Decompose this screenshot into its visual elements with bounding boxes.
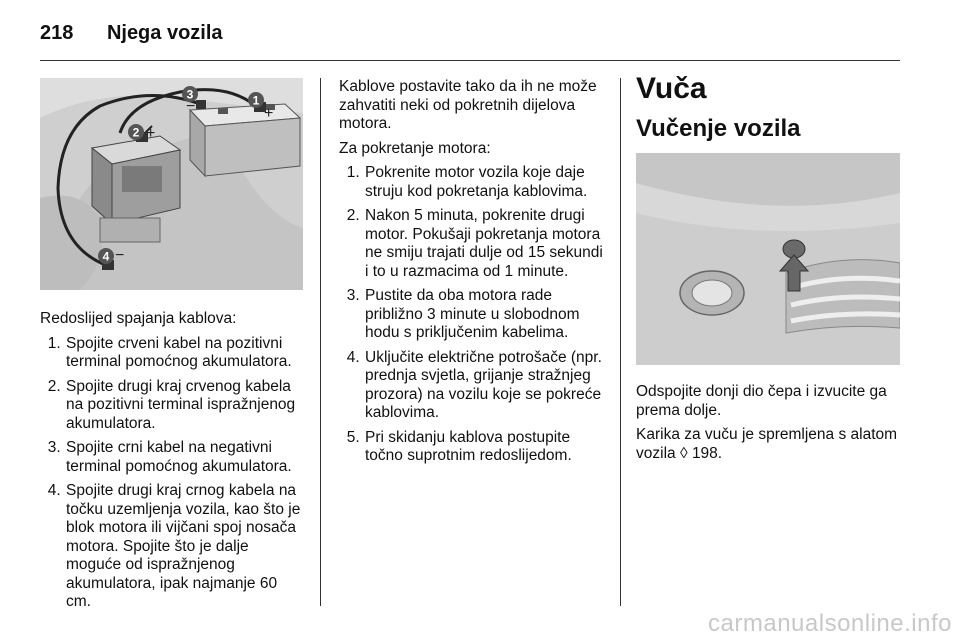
watermark: carmanualsonline.info <box>708 610 952 637</box>
section-title: Njega vozila <box>106 22 223 44</box>
tow-cap-instruction: Odspojite donji dio čepa i izvucite ga prema dolje. <box>636 383 887 419</box>
right-column <box>636 72 902 469</box>
svg-text:+: + <box>264 105 274 122</box>
connection-order-intro: Redoslijed spajanja kablova: <box>40 310 237 327</box>
engine-start-steps-list <box>339 164 607 466</box>
donor-battery-icon <box>190 104 300 176</box>
clamp-icon <box>196 100 206 109</box>
list-item: 1. Pokrenite motor vozila koje daje struju kod pokretanja kablovima. <box>364 164 607 201</box>
svg-text:−: − <box>186 98 196 115</box>
tow-eye-storage-note <box>636 426 902 463</box>
svg-text:3: 3 <box>186 87 194 102</box>
svg-text:+: + <box>146 125 156 142</box>
list-item: 4. Spojite drugi kraj crnog kabela na točku uzemljenja vozila, kao što je blok motora ili vijčani spoj nosača motora. Spojite što je dalje moguće od ispražnjenog akumulatora, ipak najmanje 60 cm. <box>65 482 306 612</box>
battery-illustration <box>40 78 303 290</box>
fog-lamp-icon <box>680 271 744 315</box>
page-number: 218 <box>40 22 74 44</box>
left-column <box>40 78 306 618</box>
list-item: 4. Uključite električne potrošače (npr. prednja svjetla, grijanje stražnjeg prozora) na vozilu koje se pokreće kablovima. <box>364 349 607 423</box>
battery-jump-start-figure <box>40 78 303 290</box>
header-rule <box>40 60 900 61</box>
list-item: 5. Pri skidanju kablova postupite točno suprotnim redoslijedom. <box>364 429 607 466</box>
page-header <box>40 22 223 45</box>
list-item: 2. Nakon 5 minuta, pokrenite drugi motor. Pokušaji pokretanja motora ne smiju trajati dulje od 15 sekundi i to u razmacima od 1 minute. <box>364 207 607 281</box>
column-divider-2 <box>620 78 621 606</box>
list-item: 3. Spojite crni kabel na negativni terminal pomoćnog akumulatora. <box>65 439 306 476</box>
triangle-reference-icon: ◊ <box>679 444 688 462</box>
column-divider-1 <box>320 78 321 606</box>
svg-text:1: 1 <box>252 93 260 108</box>
cable-placement-paragraph: Kablove postavite tako da ih ne može zahvatiti neki od pokretnih dijelova motora. <box>339 78 597 132</box>
page-reference-link[interactable]: 198. <box>691 444 723 462</box>
connection-steps-list <box>40 335 306 612</box>
towing-eye-figure <box>636 153 900 365</box>
bumper-illustration <box>636 153 900 365</box>
engine-start-intro: Za pokretanje motora: <box>339 139 491 157</box>
middle-column <box>339 78 607 472</box>
subsection-heading: Vučenje vozila <box>636 115 801 142</box>
list-item: 2. Spojite drugi kraj crvenog kabela na pozitivni terminal ispražnjenog akumulatora. <box>65 378 306 434</box>
list-item: 3. Pustite da oba motora rade približno 3 minute u slobodnom hodu s priključenim kabelima. <box>364 287 607 343</box>
tow-eye-storage-text: Karika za vuču je spremljena s alatom vozila <box>636 426 898 462</box>
list-item: 1. Spojite crveni kabel na pozitivni terminal pomoćnog akumulatora. <box>65 335 306 372</box>
svg-text:4: 4 <box>102 249 110 264</box>
svg-text:−: − <box>115 247 125 264</box>
section-heading: Vuča <box>636 72 707 105</box>
svg-text:2: 2 <box>132 125 140 140</box>
